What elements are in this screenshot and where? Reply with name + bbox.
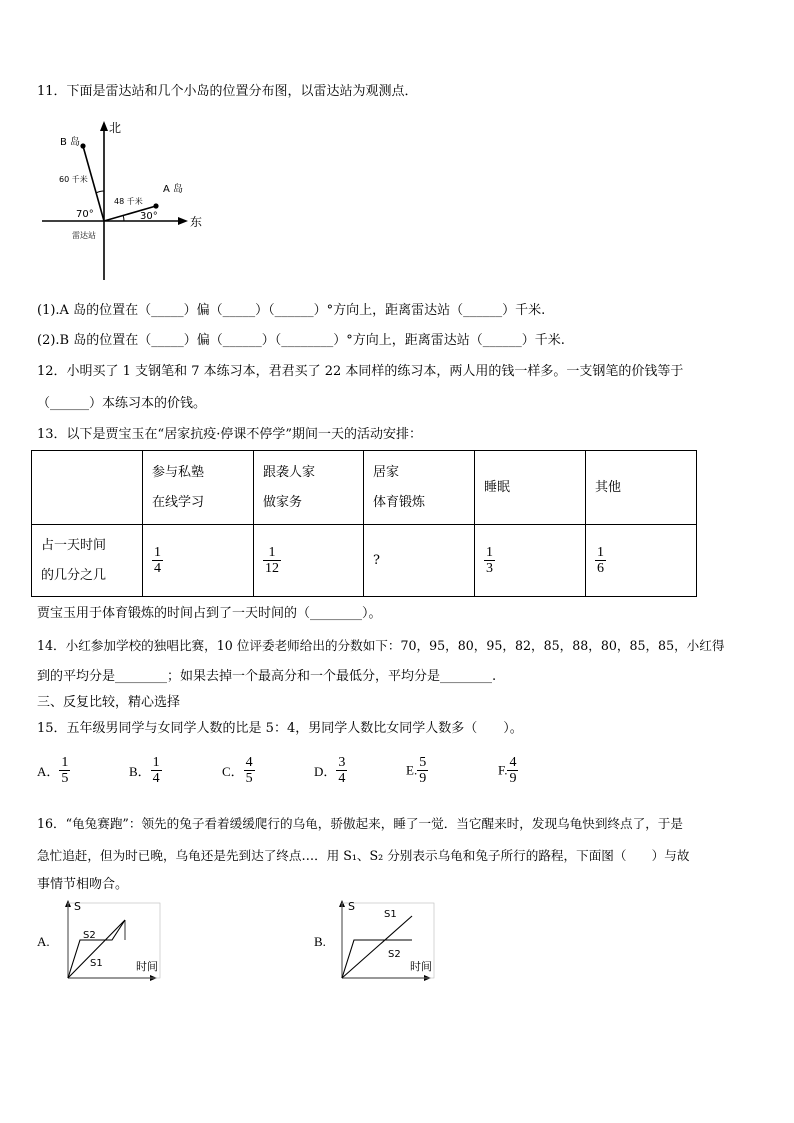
north-label: 北 <box>109 121 122 135</box>
header-cell <box>254 451 364 525</box>
fraction <box>336 755 347 786</box>
angle-a-label: 30° <box>140 211 158 222</box>
fraction <box>595 545 606 576</box>
q12-line2: （______）本练习本的价钱。 <box>37 396 207 411</box>
header-line: 做家务 <box>263 494 303 510</box>
north-arrow-icon <box>100 121 108 131</box>
fraction <box>417 755 428 786</box>
row-label-cell <box>32 525 143 597</box>
fraction <box>507 755 518 786</box>
header-line: 体育锻炼 <box>373 494 426 510</box>
q16-line3: 事情节相吻合。 <box>37 877 129 892</box>
header-line: 睡眠 <box>484 479 511 495</box>
time-label: 时间 <box>136 960 158 973</box>
option-d <box>314 755 347 786</box>
denominator: 9 <box>419 771 427 786</box>
s1-line <box>342 916 412 978</box>
s1-line <box>68 920 125 978</box>
numerator: 1 <box>263 545 281 561</box>
b-island-dot <box>80 143 85 148</box>
graph-b <box>334 898 444 983</box>
s-axis-label: S <box>74 900 81 913</box>
s2-line <box>342 940 412 978</box>
s2-label: S2 <box>388 949 401 960</box>
option-a <box>37 755 70 786</box>
denominator: 12 <box>265 561 279 576</box>
option-label: C． <box>222 764 244 779</box>
header-line: 在线学习 <box>152 494 205 510</box>
option-e <box>406 755 428 786</box>
header-cell <box>475 451 586 525</box>
a-island-label: A 岛 <box>163 184 184 195</box>
s2-label: S2 <box>83 930 96 941</box>
q14-line1: 14．小红参加学校的独唱比赛，10 位评委老师给出的分数如下：70，95，80，95，82，85，88，80，85，85，小红得 <box>37 638 725 653</box>
numerator: 3 <box>338 755 346 770</box>
numerator: 4 <box>245 755 253 770</box>
q16-line1: 16．“龟兔赛跑”：领先的兔子看着缓缓爬行的乌龟，骄傲起来，睡了一觉．当它醒来时，发现乌龟快到终点了，于是 <box>37 816 683 831</box>
east-label: 东 <box>190 215 203 229</box>
fraction <box>244 755 255 786</box>
row-label-line: 占一天时间 <box>41 537 107 553</box>
option-label: E. <box>406 762 418 778</box>
dist-b-label: 60 千米 <box>59 175 88 184</box>
q11-sub2: (2).B 岛的位置在（_____）偏（______）（________）°方向上，距离雷达站（______）千米. <box>37 333 565 348</box>
option-f <box>498 755 518 786</box>
denominator: 6 <box>597 561 604 576</box>
arc-70 <box>96 191 104 193</box>
header-line: 跟袭人家 <box>263 464 316 480</box>
q15-stem: 15．五年级男同学与女同学人数的比是 5：4，男同学人数比女同学人数多（ ）。 <box>37 721 523 736</box>
numerator: 1 <box>152 755 160 770</box>
option-c <box>222 755 255 786</box>
numerator: 5 <box>419 755 427 770</box>
graph-b-label: B. <box>314 934 326 949</box>
value-cell <box>254 525 364 597</box>
denominator: 9 <box>509 771 517 786</box>
option-b <box>129 755 162 786</box>
section-heading: 三、反复比较，精心选择 <box>37 695 181 710</box>
s-axis-label: S <box>348 900 355 913</box>
angle-b-label: 70° <box>76 209 94 220</box>
q16-line2: 急忙追赶，但为时已晚，乌龟还是先到达了终点…．用 S₁、S₂ 分别表示乌龟和兔子所行的路程，下面图（ ）与故 <box>37 848 690 863</box>
activity-table <box>31 450 697 597</box>
fraction <box>151 755 162 786</box>
numerator: 1 <box>486 545 493 560</box>
value-cell <box>475 525 586 597</box>
table-corner-cell <box>32 451 143 525</box>
numerator: 4 <box>509 755 517 770</box>
s1-label: S1 <box>384 909 397 920</box>
header-line: 居家 <box>373 464 400 480</box>
value-cell <box>143 525 254 597</box>
radar-diagram <box>36 118 226 283</box>
fraction <box>152 545 163 576</box>
q13-question: 贾宝玉用于体育锻炼的时间占到了一天时间的（________）。 <box>37 606 382 621</box>
option-label: B． <box>129 764 151 779</box>
q11-sub1: (1).A 岛的位置在（_____）偏（_____）（______）°方向上，距离雷达站（______）千米. <box>37 303 546 318</box>
east-arrow-icon <box>178 217 188 225</box>
value-cell <box>364 525 475 597</box>
fraction <box>484 545 495 576</box>
header-cell <box>143 451 254 525</box>
graph-a-label: A. <box>37 934 50 949</box>
denominator: 4 <box>338 771 346 786</box>
numerator: 1 <box>154 545 161 560</box>
a-island-dot <box>153 203 158 208</box>
row-label-line: 的几分之几 <box>41 567 107 583</box>
unknown-value: ? <box>373 552 380 568</box>
graph-a <box>60 898 170 983</box>
b-island-label: B 岛 <box>60 137 81 148</box>
denominator: 4 <box>152 771 160 786</box>
numerator: 1 <box>61 755 69 770</box>
option-label: F. <box>498 762 508 778</box>
fraction <box>263 545 281 576</box>
denominator: 5 <box>245 771 253 786</box>
q13-intro: 13．以下是贾宝玉在“居家抗疫·停课不停学”期间一天的活动安排： <box>37 427 422 442</box>
header-cell <box>586 451 697 525</box>
value-cell <box>586 525 697 597</box>
s1-label: S1 <box>90 958 103 969</box>
numerator: 1 <box>597 545 604 560</box>
option-label: A． <box>37 764 60 779</box>
denominator: 4 <box>154 561 161 576</box>
option-label: D． <box>314 764 337 779</box>
denominator: 5 <box>61 771 69 786</box>
fraction <box>59 755 70 786</box>
q12-line1: 12．小明买了 1 支钢笔和 7 本练习本，君君买了 22 本同样的练习本，两人用的钱一样多。一支钢笔的价钱等于 <box>37 364 684 379</box>
q14-line2: 到的平均分是________；如果去掉一个最高分和一个最低分，平均分是________. <box>37 669 497 684</box>
time-label: 时间 <box>410 960 432 973</box>
q11-intro: 11．下面是雷达站和几个小岛的位置分布图，以雷达站为观测点． <box>37 84 418 99</box>
denominator: 3 <box>486 561 493 576</box>
station-label: 雷达站 <box>72 231 96 240</box>
dist-a-label: 48 千米 <box>114 197 143 206</box>
header-cell <box>364 451 475 525</box>
header-line: 其他 <box>595 479 622 495</box>
header-line: 参与私塾 <box>152 464 205 480</box>
